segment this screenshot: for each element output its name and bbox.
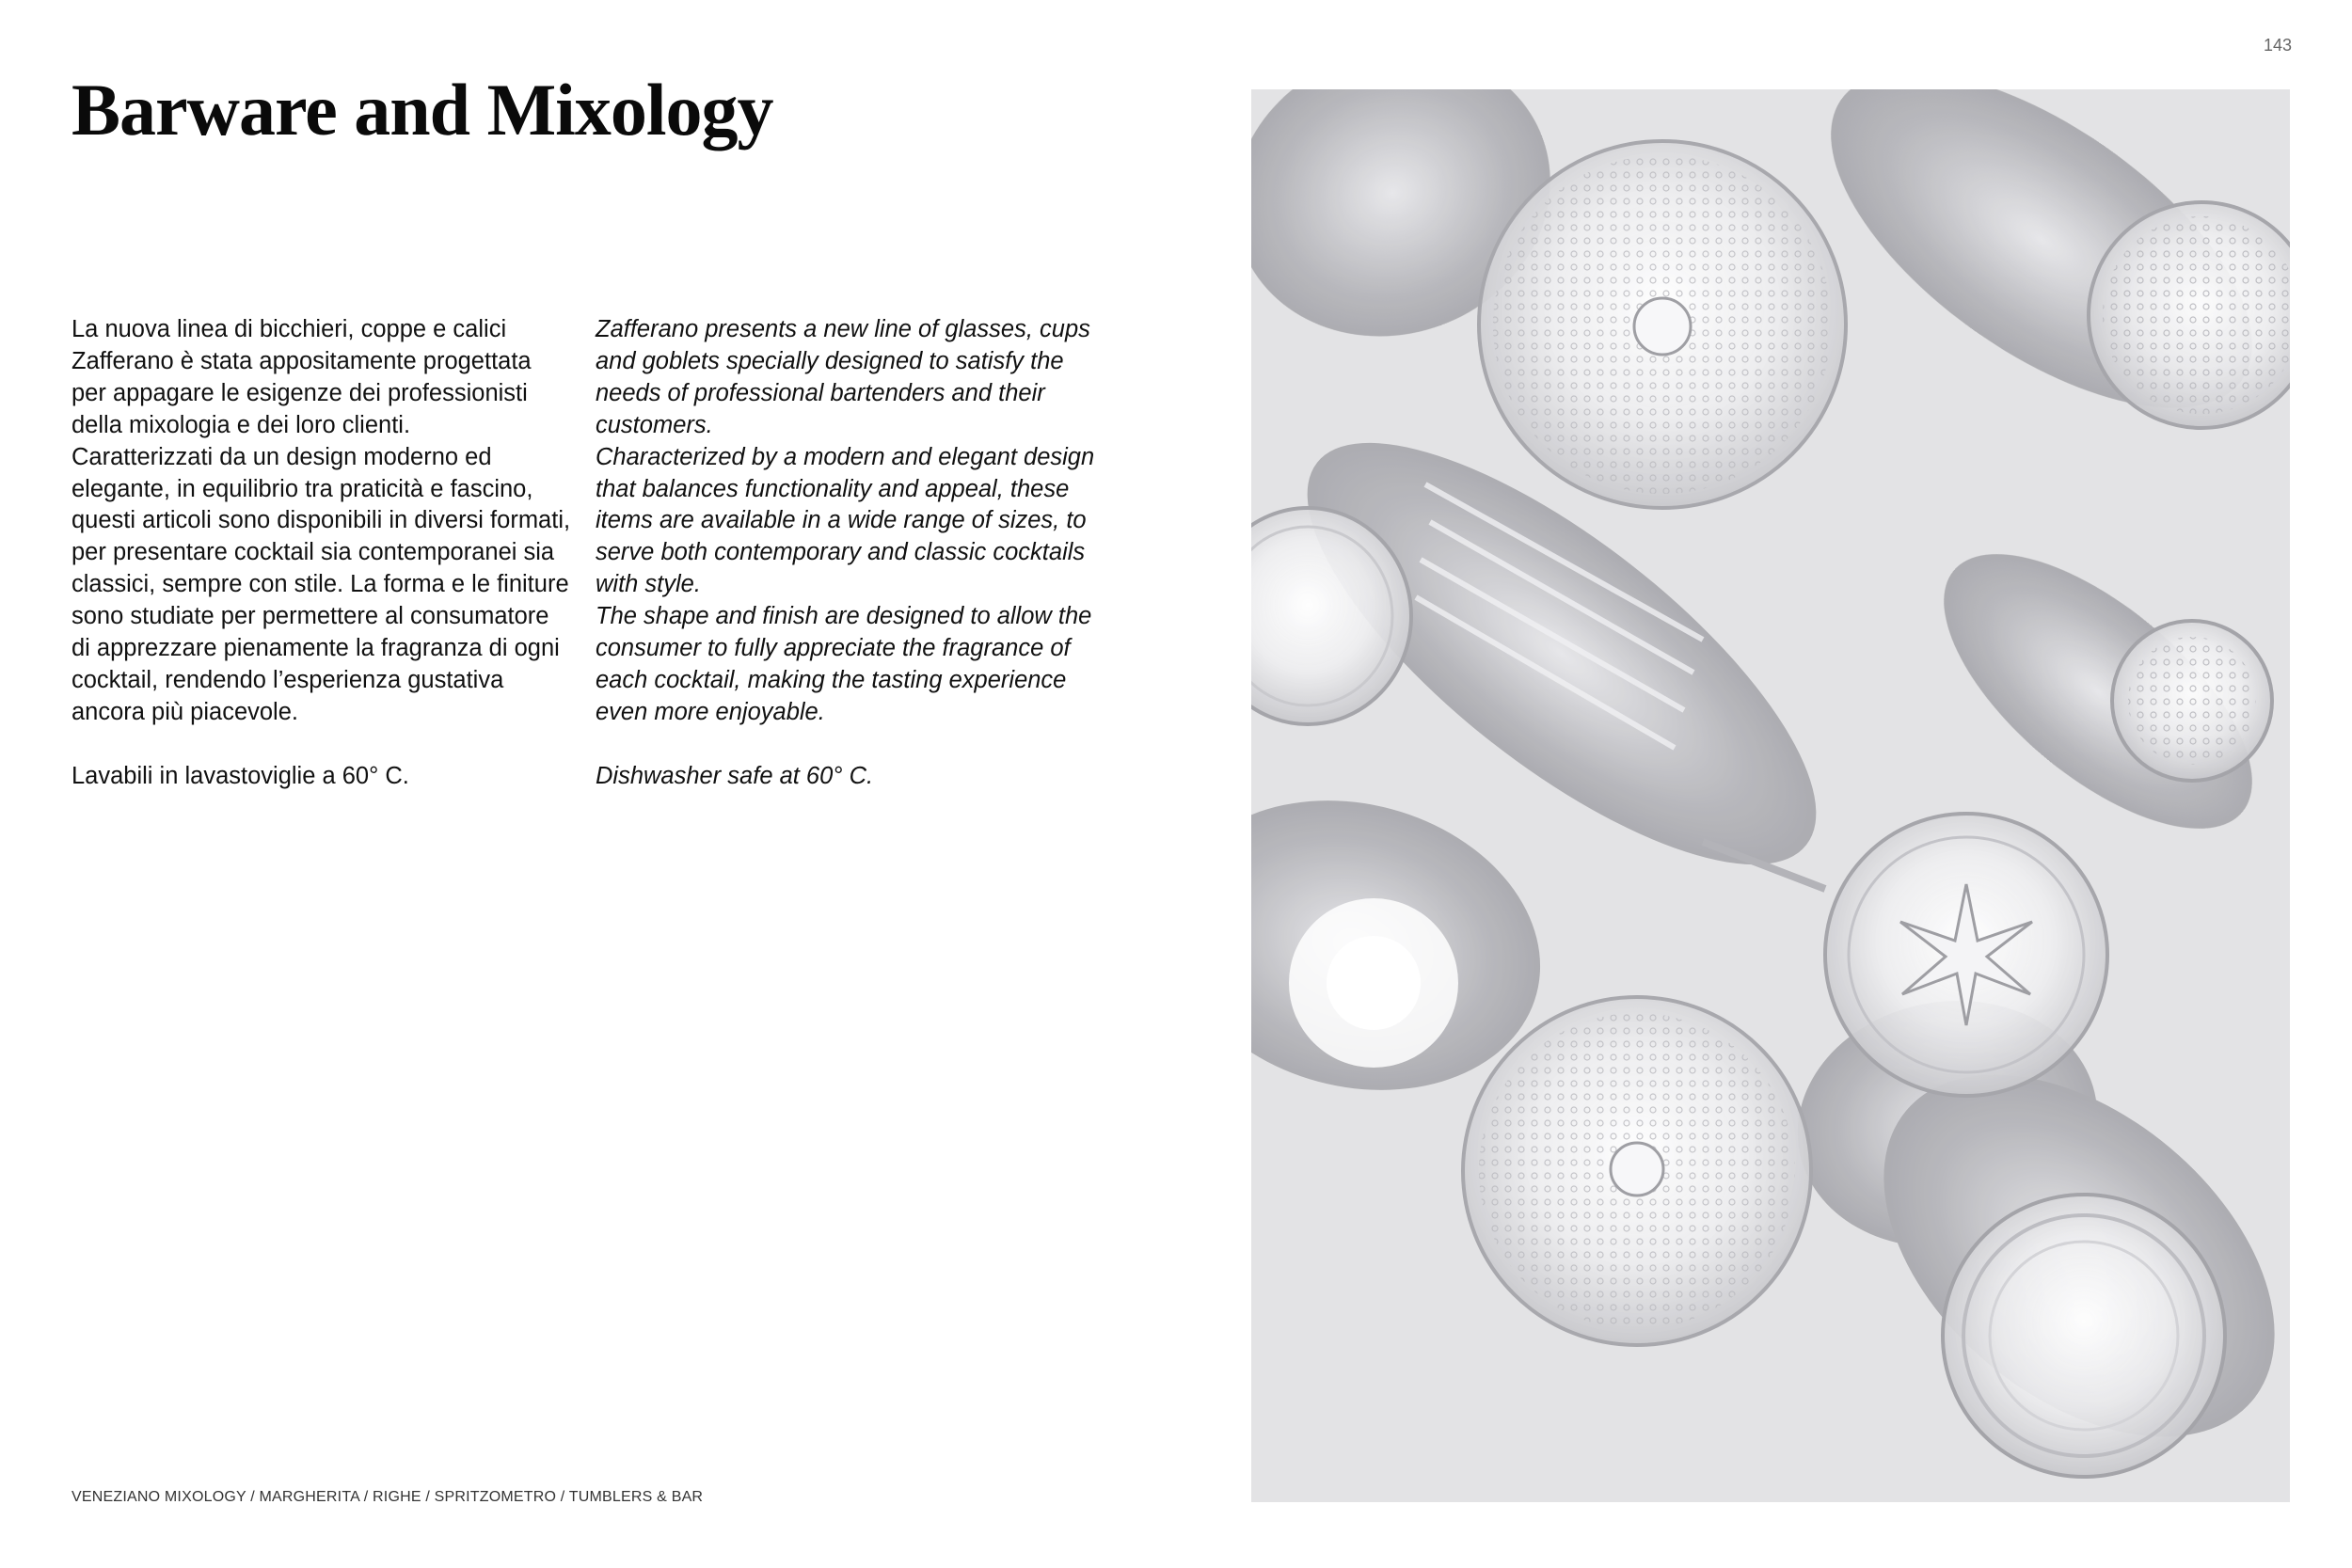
italian-line: per appagare le esigenze dei professionisti (72, 379, 528, 406)
italian-paragraph (72, 314, 584, 729)
italian-line: della mixologia e dei loro clienti. (72, 411, 411, 438)
italian-line: classici, sempre con stile. La forma e le finiture (72, 571, 569, 598)
coupe-glass-bottom (1463, 997, 1811, 1345)
english-column (596, 314, 1108, 793)
italian-dishwasher-note: Lavabili in lavastoviglie a 60° C. (72, 762, 409, 789)
english-line: Characterized by a modern and elegant design (596, 443, 1095, 470)
italian-line: cocktail, rendendo l’esperienza gustativa (72, 666, 504, 693)
italian-line: questi articoli sono disponibili in diversi formati, (72, 507, 571, 534)
tumbler-bottom-right (1943, 1195, 2225, 1477)
small-tumbler-right (2112, 621, 2272, 781)
italian-line: elegante, in equilibrio tra praticità e fascino, (72, 475, 533, 502)
english-line: and goblets specially designed to satisfy the (596, 347, 1064, 374)
english-line: serve both contemporary and classic cocktails (596, 539, 1086, 566)
english-line: consumer to fully appreciate the fragrance of (596, 635, 1071, 662)
italian-line: per presentare cocktail sia contemporanei sia (72, 539, 555, 566)
english-paragraph (596, 314, 1108, 729)
english-line: with style. (596, 571, 701, 598)
english-line: items are available in a wide range of sizes, to (596, 507, 1087, 534)
textured-tumbler-top-right (2089, 202, 2290, 428)
english-dishwasher-note: Dishwasher safe at 60° C. (596, 762, 874, 789)
italian-column (72, 314, 584, 793)
page-number: 143 (2263, 36, 2292, 55)
footer-collections: VENEZIANO MIXOLOGY / MARGHERITA / RIGHE / SPRITZOMETRO / TUMBLERS & BAR (72, 1489, 704, 1505)
english-line: Zafferano presents a new line of glasses, cups (596, 316, 1090, 342)
english-line: that balances functionality and appeal, these (596, 475, 1070, 502)
english-line: even more enjoyable. (596, 698, 825, 725)
english-line: needs of professional bartenders and their (596, 379, 1045, 406)
italian-line: di apprezzare pienamente la fragranza di ogni (72, 635, 560, 662)
italian-line: Caratterizzati da un design moderno ed (72, 443, 492, 470)
italian-line: sono studiate per permettere al consumatore (72, 603, 549, 630)
english-line: The shape and finish are designed to allow the (596, 603, 1092, 630)
english-line: each cocktail, making the tasting experience (596, 666, 1067, 693)
page-title: Barware and Mixology (72, 69, 773, 150)
italian-line: ancora più piacevole. (72, 698, 298, 725)
italian-line: Zafferano è stata appositamente progettata (72, 347, 532, 374)
english-line: customers. (596, 411, 713, 438)
coupe-glass-top (1479, 141, 1846, 508)
italian-line: La nuova linea di bicchieri, coppe e calici (72, 316, 507, 342)
sunlight-flare (1289, 898, 1458, 1068)
product-photo (1251, 89, 2290, 1502)
